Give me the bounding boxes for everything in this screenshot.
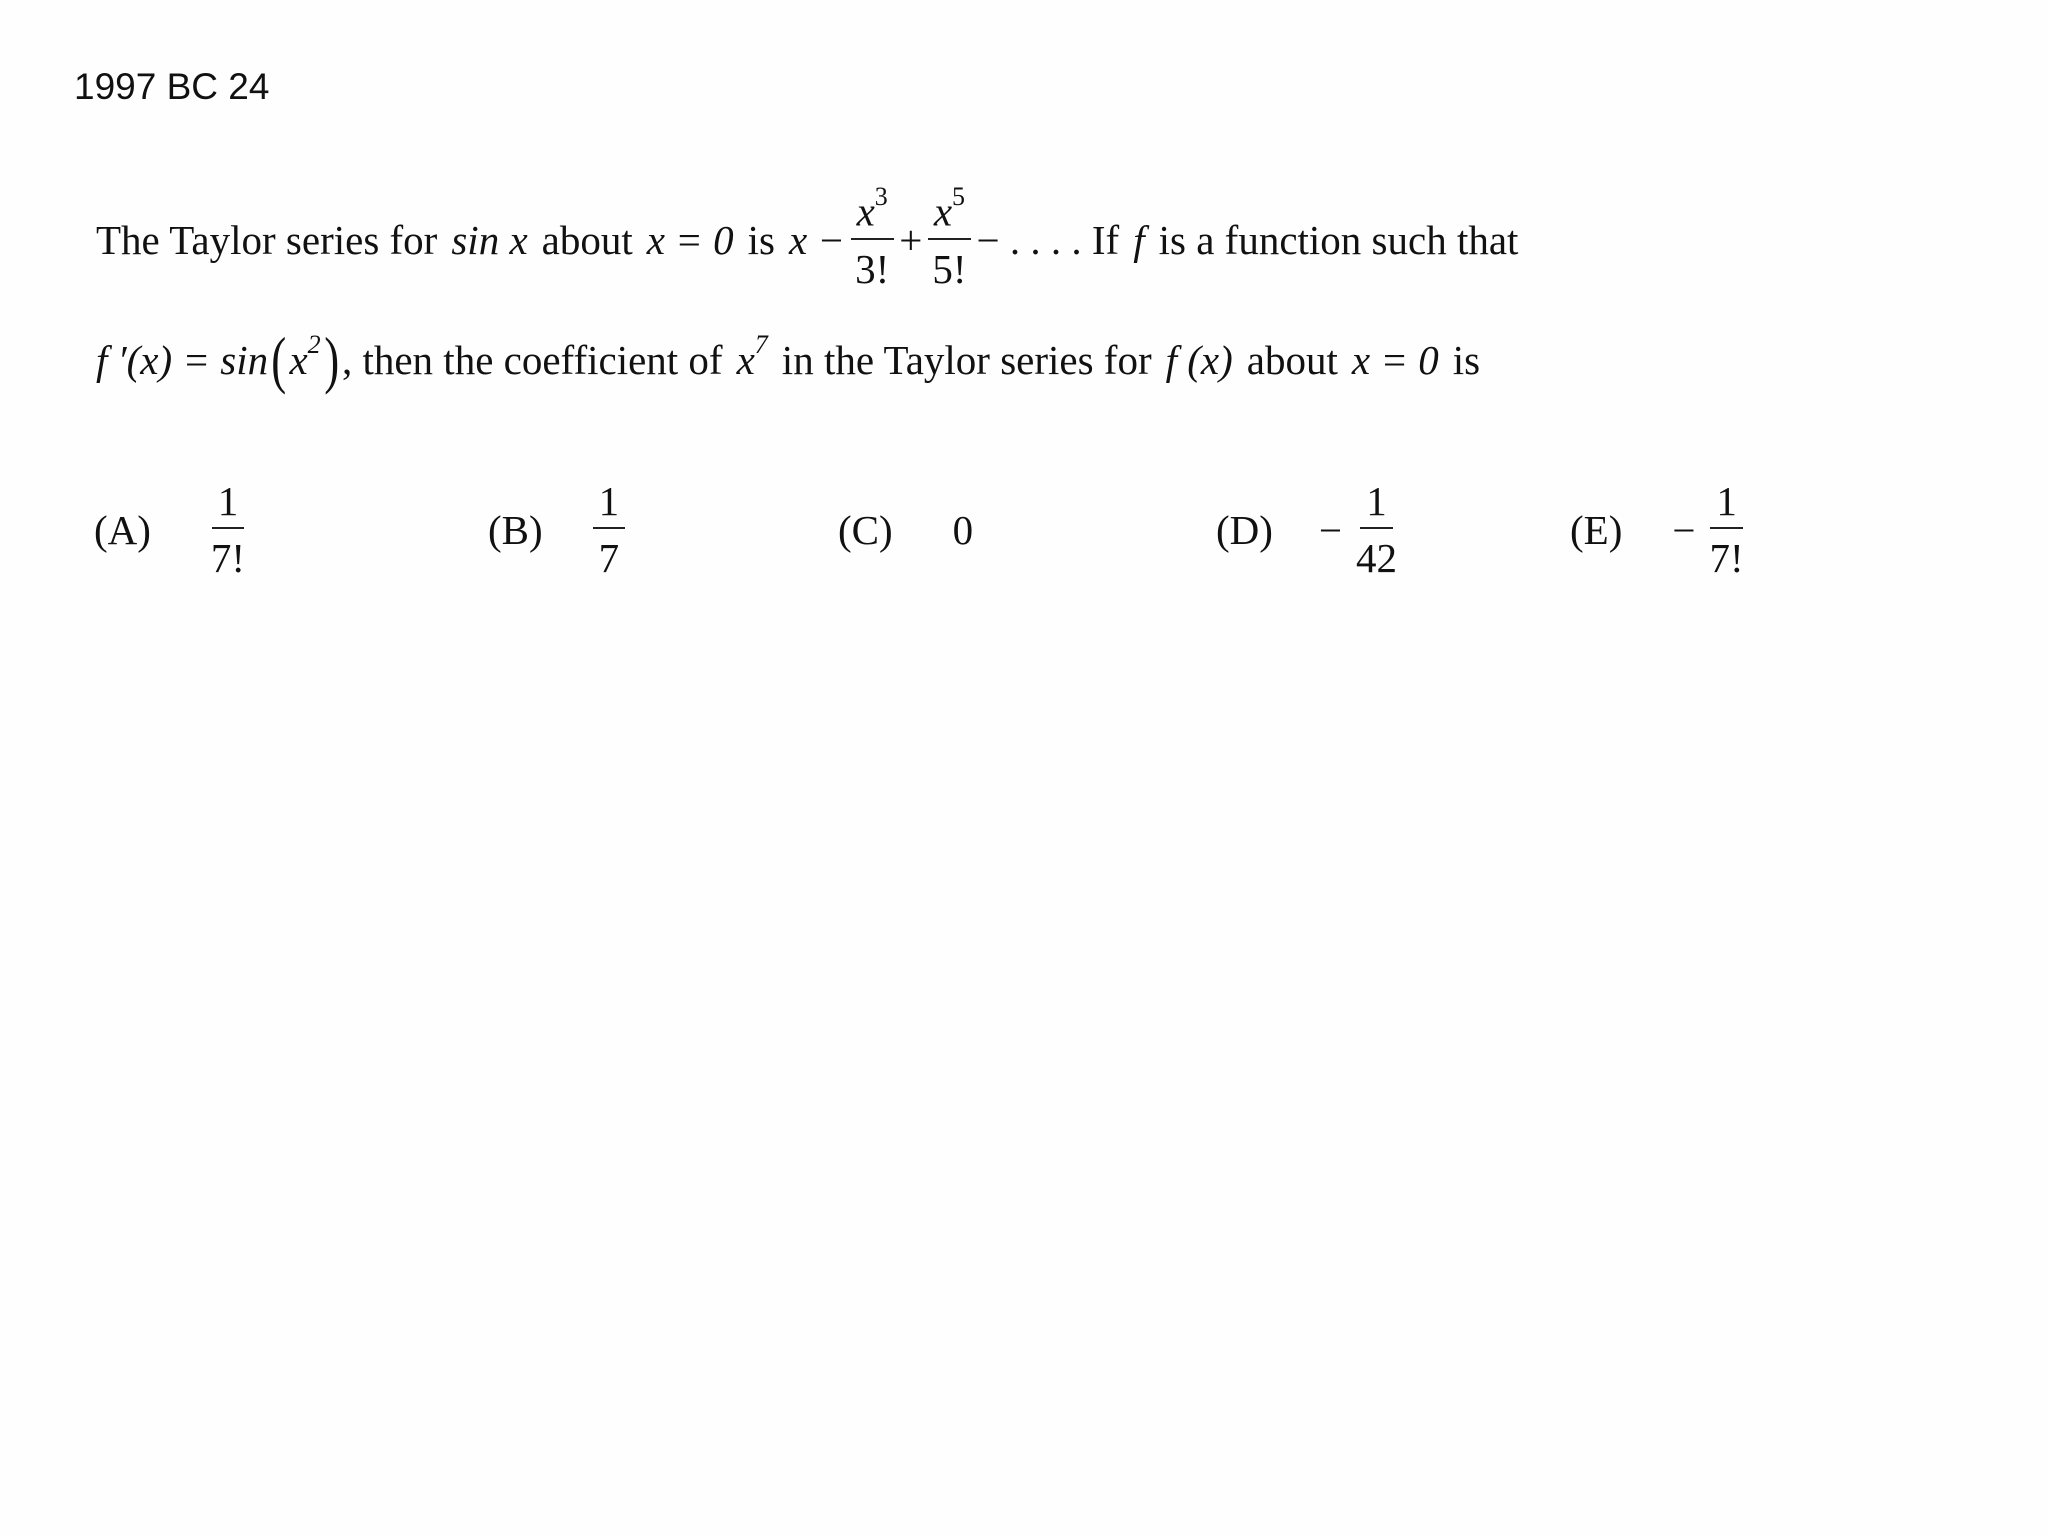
fraction-x3-over-3fact: $\frac{x^3}{3!}$	[849, 189, 895, 291]
math-f-of-x: f (x)	[1165, 337, 1233, 383]
minus-sign: −	[1672, 507, 1696, 553]
math-x-minus: x −	[788, 217, 846, 263]
question-text: The Taylor series for	[96, 217, 438, 263]
choice-label: (D)	[1216, 507, 1273, 553]
question-text: in the Taylor series for	[781, 337, 1152, 383]
question-text: about	[1246, 337, 1338, 383]
question-text: is	[1452, 337, 1481, 383]
question-line-1	[96, 170, 1518, 310]
math-x-equals-0: x = 0	[646, 217, 734, 263]
choice-fraction: $\frac{1}{7!}$	[1709, 477, 1744, 581]
choice-c	[838, 470, 973, 590]
choice-label: (A)	[94, 507, 151, 553]
math-x-equals-0: x = 0	[1351, 337, 1439, 383]
math-sin-x: sin x	[451, 217, 528, 263]
question-line-2	[96, 320, 1480, 400]
choice-fraction: $\frac{1}{42}$	[1356, 477, 1398, 581]
choice-e	[1570, 470, 1754, 590]
math-x-squared: $x^2$	[289, 330, 321, 383]
math-fprime-equals-sin: f ′(x) = sin	[96, 337, 269, 383]
left-paren: (	[271, 324, 287, 395]
choice-d	[1216, 470, 1407, 590]
choice-label: (B)	[488, 507, 543, 553]
math-f: f	[1133, 217, 1145, 263]
choice-label: (C)	[838, 507, 893, 553]
question-text: is	[747, 217, 775, 263]
question-text: , then the coefficient of	[341, 337, 723, 383]
problem-id: 1997 BC 24	[74, 66, 270, 107]
choice-value: 0	[952, 507, 974, 553]
question-text: is a function such that	[1158, 217, 1519, 263]
choice-a	[94, 470, 255, 590]
choice-fraction: $\frac{1}{7}$	[593, 480, 626, 580]
minus-sign: −	[1318, 507, 1343, 553]
fraction-x5-over-5fact: $\frac{x^5}{5!}$	[926, 189, 972, 291]
question-text: − . . . . If	[976, 217, 1120, 263]
plus-sign: +	[899, 217, 923, 263]
right-paren: )	[323, 324, 339, 395]
choice-b	[488, 470, 629, 590]
math-x-seventh: $x^7$	[736, 330, 768, 383]
choice-fraction: $\frac{1}{7!}$	[210, 477, 246, 581]
question-text: about	[541, 217, 633, 263]
choice-label: (E)	[1570, 507, 1623, 553]
